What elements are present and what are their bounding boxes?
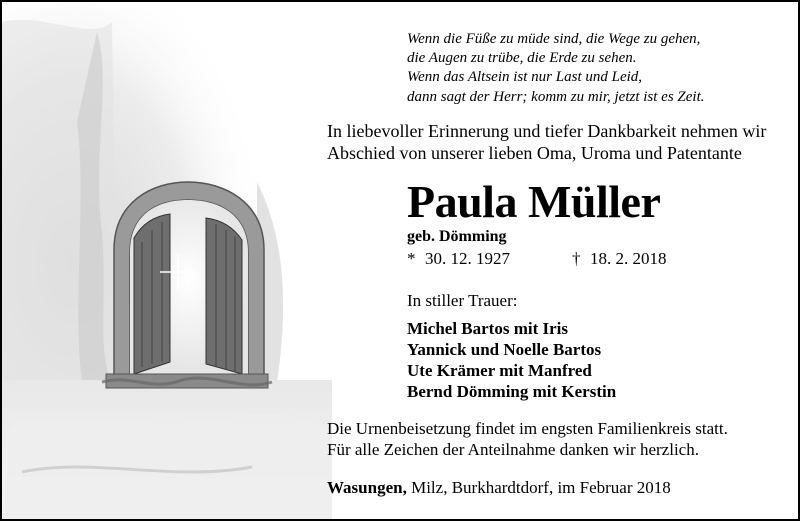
poem-line: Wenn die Füße zu müde sind, die Wege zu gehen,	[407, 31, 701, 47]
funeral-line: Die Urnenbeisetzung findet im engsten Familienkreis statt.	[327, 419, 728, 438]
funeral-line: Für alle Zeichen der Anteilnahme danken wir herzlich.	[327, 440, 699, 459]
poem	[407, 30, 767, 107]
cross-icon: †	[572, 249, 581, 268]
mourner-name: Bernd Dömming mit Kerstin	[407, 382, 617, 401]
death-date: 18. 2. 2018	[590, 249, 667, 268]
place-and-date	[327, 478, 671, 498]
intro-line: In liebevoller Erinnerung und tiefer Dankbarkeit nehmen wir	[327, 121, 767, 141]
birth-name: geb. Dömming	[407, 228, 507, 245]
intro-line: Abschied von unserer lieben Oma, Uroma und Patentante	[327, 143, 742, 163]
birth-symbol: *	[407, 249, 416, 268]
mourners-list	[407, 318, 616, 402]
mourner-name: Michel Bartos mit Iris	[407, 319, 568, 338]
birth-date: 30. 12. 1927	[425, 249, 510, 268]
mourner-name: Ute Krämer mit Manfred	[407, 361, 592, 380]
intro-text	[327, 120, 787, 164]
mourners-label: In stiller Trauer:	[407, 291, 518, 310]
poem-line: die Augen zu trübe, die Erde zu sehen.	[407, 50, 637, 67]
life-dates	[407, 249, 667, 269]
right-door	[206, 218, 242, 374]
deceased-name: Paula Müller	[407, 176, 661, 227]
poem-line: dann sagt der Herr; komm zu mir, jetzt ist es Zeit.	[407, 88, 705, 105]
mourner-name: Yannick und Noelle Bartos	[407, 340, 602, 359]
funeral-notice	[327, 418, 728, 460]
place-main: Wasungen,	[327, 478, 407, 497]
death-info	[572, 249, 667, 269]
poem-line: Wenn das Altsein ist nur Last und Leid,	[407, 69, 643, 86]
place-rest: Milz, Burkhardtdorf, im Februar 2018	[406, 478, 671, 497]
